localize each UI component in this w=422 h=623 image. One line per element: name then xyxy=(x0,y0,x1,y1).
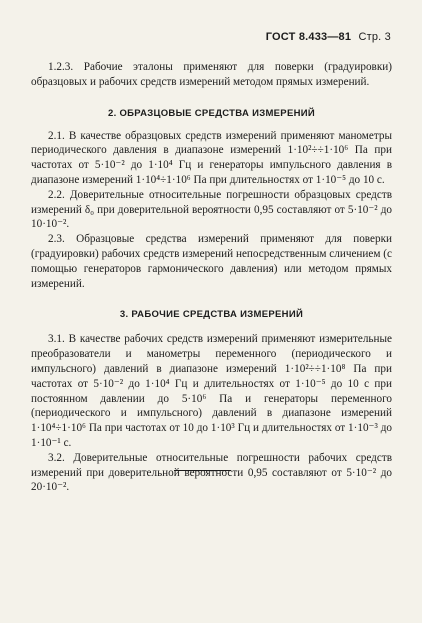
paragraph-3-1: 3.1. В качестве рабочих средств измерений применяют измерительные преобразователи и манометры переменного (периодического и импульсного) давлений в диапазоне измерений 1·10²÷÷1·10⁸ Па при частотах от 5·10⁻² до 1·10⁴ Гц и длительностях от 1·10⁻⁵ до 10 с при постоянном давлении до 5·10⁶ Па и генераторы переменного (периодического и импульсного) давлений в диапазоне измерений 1·10⁴÷1·10⁶ Па при частотах от 10 до 1·10³ Гц и длительностях от 1·10⁻³ до 1·10⁻¹ с. xyxy=(31,333,392,449)
page-number: Стр. 3 xyxy=(358,31,391,43)
paragraph-1-2-3: 1.2.3. Рабочие эталоны применяют для поверки (градуировки) образцовых и рабочих средств измерений методом прямых измерений. xyxy=(31,61,392,88)
section-3-heading: 3. РАБОЧИЕ СРЕДСТВА ИЗМЕРЕНИЙ xyxy=(119,309,304,321)
paragraph-2-1: 2.1. В качестве образцовых средств измерений применяют манометры периодического давления в диапазоне измерений 1·10²÷÷1·10⁶ Па при частотах от 5·10⁻² до 1·10⁴ Гц и генераторы импульсного давления в диапазоне измерений 1·10⁴÷1·10⁶ Па при длительностях от 1·10⁻⁵ до 10 с. xyxy=(31,129,392,186)
page-header xyxy=(266,31,391,43)
paragraph-2-3: 2.3. Образцовые средства измерений применяют для поверки (градуировки) рабочих средств измерений непосредственным сличением (с помощью генераторов гармонического давления) или методом прямых измерений. xyxy=(31,233,392,290)
standard-number: ГОСТ 8.433—81 xyxy=(265,31,352,43)
section-2-heading: 2. ОБРАЗЦОВЫЕ СРЕДСТВА ИЗМЕРЕНИЙ xyxy=(108,107,315,119)
paragraph-3-2: 3.2. Доверительные относительные погрешности рабочих средств измерений при доверительной вероятности 0,95 составляют от 5·10⁻² до 20·10⁻². xyxy=(31,451,392,494)
end-rule xyxy=(174,470,231,471)
paragraph-2-2: 2.2. Доверительные относительные погрешности образцовых средств измерений δ₀ при доверительной вероятности 0,95 составляют от 5·10⁻² до 10·10⁻². xyxy=(31,188,392,231)
document-body xyxy=(31,60,392,495)
